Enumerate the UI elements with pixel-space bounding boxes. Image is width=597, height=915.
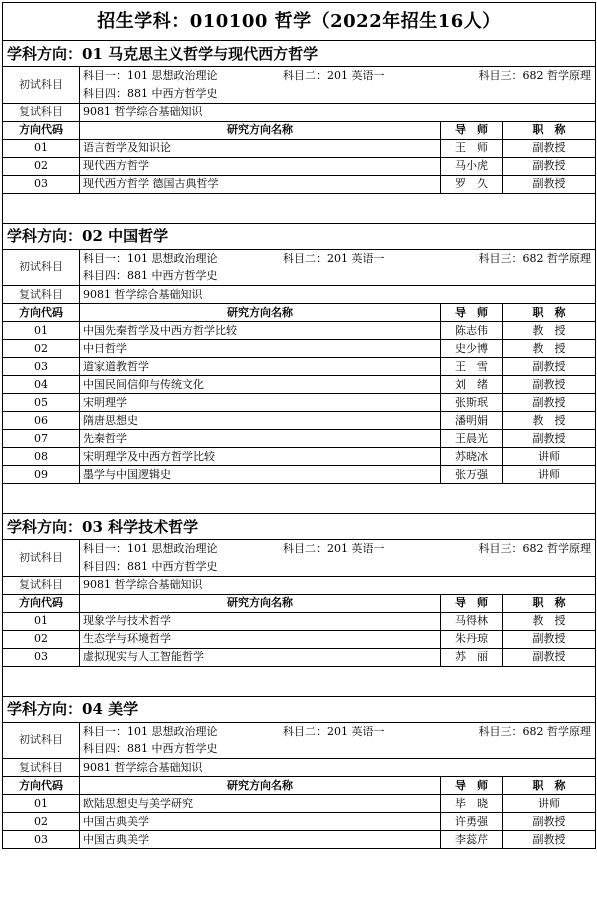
advisor-name: 潘明娟 [441,412,503,430]
table-row [3,630,596,648]
section-heading-row [3,223,596,249]
exam-subjects-line1 [80,540,596,559]
direction-code: 01 [3,322,80,340]
direction-code: 08 [3,448,80,466]
initial-exam-label: 初试科目 [3,67,80,104]
header-code: 方向代码 [3,304,80,322]
advisor-rank: 讲师 [503,466,596,484]
advisor-name: 李蕊芹 [441,831,503,849]
exam-subject-4: 科目四：881 中西方哲学史 [80,558,596,576]
column-header-row [3,304,596,322]
header-rank: 职 称 [503,121,596,139]
advisor-rank: 副教授 [503,630,596,648]
direction-code: 01 [3,795,80,813]
table-row [3,813,596,831]
direction-name: 现象学与技术哲学 [80,612,441,630]
section-heading: 学科方向：04 美学 [3,696,596,722]
table-row [3,648,596,666]
column-header-row [3,777,596,795]
advisor-name: 苏 丽 [441,648,503,666]
section-heading-row [3,696,596,722]
initial-exam-row-2 [3,741,596,759]
retest-label: 复试科目 [3,103,80,121]
advisor-rank: 副教授 [503,358,596,376]
header-name: 研究方向名称 [80,777,441,795]
spacer-cell [3,666,596,696]
direction-name: 欧陆思想史与美学研究 [80,795,441,813]
admission-document [2,2,595,849]
retest-row [3,103,596,121]
retest-label: 复试科目 [3,759,80,777]
advisor-rank: 副教授 [503,648,596,666]
admission-table-body [3,3,596,849]
advisor-rank: 讲师 [503,448,596,466]
table-row [3,394,596,412]
direction-code: 03 [3,831,80,849]
column-header-row [3,594,596,612]
direction-name: 先秦哲学 [80,430,441,448]
initial-exam-row-2 [3,85,596,103]
direction-code: 09 [3,466,80,484]
advisor-rank: 副教授 [503,139,596,157]
exam-subject-1: 科目一：101 思想政治理论 [83,69,218,82]
retest-row [3,759,596,777]
advisor-name: 罗 久 [441,175,503,193]
header-name: 研究方向名称 [80,121,441,139]
advisor-name: 刘 绪 [441,376,503,394]
initial-exam-row [3,540,596,559]
direction-name: 虚拟现实与人工智能哲学 [80,648,441,666]
table-row [3,430,596,448]
advisor-name: 陈志伟 [441,322,503,340]
exam-subject-2: 科目二：201 英语一 [283,542,385,555]
exam-subject-2: 科目二：201 英语一 [283,69,385,82]
advisor-rank: 副教授 [503,813,596,831]
advisor-name: 朱丹琼 [441,630,503,648]
direction-code: 03 [3,175,80,193]
column-header-row [3,121,596,139]
table-row [3,175,596,193]
retest-label: 复试科目 [3,576,80,594]
advisor-rank: 教 授 [503,612,596,630]
section-heading-row [3,514,596,540]
advisor-rank: 副教授 [503,376,596,394]
direction-code: 02 [3,340,80,358]
exam-subject-3: 科目三：682 哲学原理 [478,69,591,82]
direction-code: 03 [3,648,80,666]
exam-subject-2: 科目二：201 英语一 [283,724,385,738]
retest-label: 复试科目 [3,286,80,304]
retest-subject: 9081 哲学综合基础知识 [80,576,596,594]
table-row [3,376,596,394]
header-code: 方向代码 [3,121,80,139]
table-row [3,340,596,358]
page-title: 招生学科：010100 哲学（2022年招生16人） [3,3,596,41]
direction-name: 语言哲学及知识论 [80,139,441,157]
direction-name: 宋明理学 [80,394,441,412]
table-row [3,795,596,813]
initial-exam-label: 初试科目 [3,540,80,577]
direction-code: 02 [3,630,80,648]
header-rank: 职 称 [503,594,596,612]
exam-subject-1: 科目一：101 思想政治理论 [83,542,218,555]
exam-subjects-line1 [80,67,596,86]
direction-code: 02 [3,813,80,831]
spacer-cell [3,193,596,223]
advisor-name: 许勇强 [441,813,503,831]
exam-subject-1: 科目一：101 思想政治理论 [83,251,218,265]
direction-code: 03 [3,358,80,376]
direction-name: 隋唐思想史 [80,412,441,430]
direction-name: 中国古典美学 [80,831,441,849]
direction-name: 墨学与中国逻辑史 [80,466,441,484]
direction-code: 01 [3,139,80,157]
advisor-rank: 教 授 [503,412,596,430]
direction-code: 05 [3,394,80,412]
section-spacer [3,484,596,514]
exam-subject-3: 科目三：682 哲学原理 [478,724,591,738]
advisor-name: 王晨光 [441,430,503,448]
advisor-name: 马得林 [441,612,503,630]
table-row [3,358,596,376]
direction-name: 宋明理学及中西方哲学比较 [80,448,441,466]
direction-code: 04 [3,376,80,394]
advisor-name: 史少博 [441,340,503,358]
direction-code: 07 [3,430,80,448]
header-rank: 职 称 [503,777,596,795]
section-heading: 学科方向：01 马克思主义哲学与现代西方哲学 [3,41,596,67]
advisor-rank: 教 授 [503,340,596,358]
header-rank: 职 称 [503,304,596,322]
direction-name: 中日哲学 [80,340,441,358]
retest-subject: 9081 哲学综合基础知识 [80,103,596,121]
advisor-rank: 副教授 [503,831,596,849]
exam-subject-1: 科目一：101 思想政治理论 [83,724,218,738]
header-advisor: 导 师 [441,594,503,612]
table-row [3,831,596,849]
header-code: 方向代码 [3,594,80,612]
advisor-rank: 教 授 [503,322,596,340]
table-row [3,412,596,430]
direction-name: 生态学与环境哲学 [80,630,441,648]
advisor-rank: 副教授 [503,394,596,412]
advisor-name: 苏晓冰 [441,448,503,466]
header-code: 方向代码 [3,777,80,795]
advisor-name: 马小虎 [441,157,503,175]
direction-name: 中国先秦哲学及中西方哲学比较 [80,322,441,340]
section-spacer [3,193,596,223]
exam-subjects-line1 [80,722,596,741]
table-row [3,612,596,630]
initial-exam-label: 初试科目 [3,722,80,759]
direction-name: 现代西方哲学 [80,157,441,175]
direction-name: 现代西方哲学 德国古典哲学 [80,175,441,193]
section-heading: 学科方向：02 中国哲学 [3,223,596,249]
advisor-name: 张斯珉 [441,394,503,412]
advisor-name: 毕 晓 [441,795,503,813]
header-advisor: 导 师 [441,777,503,795]
retest-subject: 9081 哲学综合基础知识 [80,759,596,777]
admission-table [2,2,596,849]
exam-subject-4: 科目四：881 中西方哲学史 [80,741,596,759]
retest-subject: 9081 哲学综合基础知识 [80,286,596,304]
advisor-name: 王 师 [441,139,503,157]
section-heading: 学科方向：03 科学技术哲学 [3,514,596,540]
direction-code: 01 [3,612,80,630]
initial-exam-label: 初试科目 [3,249,80,286]
advisor-name: 王 雪 [441,358,503,376]
direction-code: 06 [3,412,80,430]
header-advisor: 导 师 [441,304,503,322]
table-row [3,448,596,466]
direction-name: 中国民间信仰与传统文化 [80,376,441,394]
retest-row [3,576,596,594]
direction-name: 道家道教哲学 [80,358,441,376]
advisor-rank: 讲师 [503,795,596,813]
initial-exam-row [3,67,596,86]
retest-row [3,286,596,304]
advisor-rank: 副教授 [503,157,596,175]
direction-name: 中国古典美学 [80,813,441,831]
header-name: 研究方向名称 [80,304,441,322]
exam-subject-4: 科目四：881 中西方哲学史 [80,85,596,103]
initial-exam-row [3,722,596,741]
direction-code: 02 [3,157,80,175]
header-advisor: 导 师 [441,121,503,139]
exam-subject-2: 科目二：201 英语一 [283,251,385,265]
exam-subject-4: 科目四：881 中西方哲学史 [80,268,596,286]
exam-subjects-line1 [80,249,596,268]
table-row [3,322,596,340]
exam-subject-3: 科目三：682 哲学原理 [478,542,591,555]
advisor-name: 张万强 [441,466,503,484]
advisor-rank: 副教授 [503,430,596,448]
header-name: 研究方向名称 [80,594,441,612]
spacer-cell [3,484,596,514]
table-row [3,466,596,484]
exam-subject-3: 科目三：682 哲学原理 [478,251,591,265]
initial-exam-row-2 [3,558,596,576]
initial-exam-row [3,249,596,268]
table-row [3,157,596,175]
initial-exam-row-2 [3,268,596,286]
table-row [3,139,596,157]
section-heading-row [3,41,596,67]
section-spacer [3,666,596,696]
advisor-rank: 副教授 [503,175,596,193]
